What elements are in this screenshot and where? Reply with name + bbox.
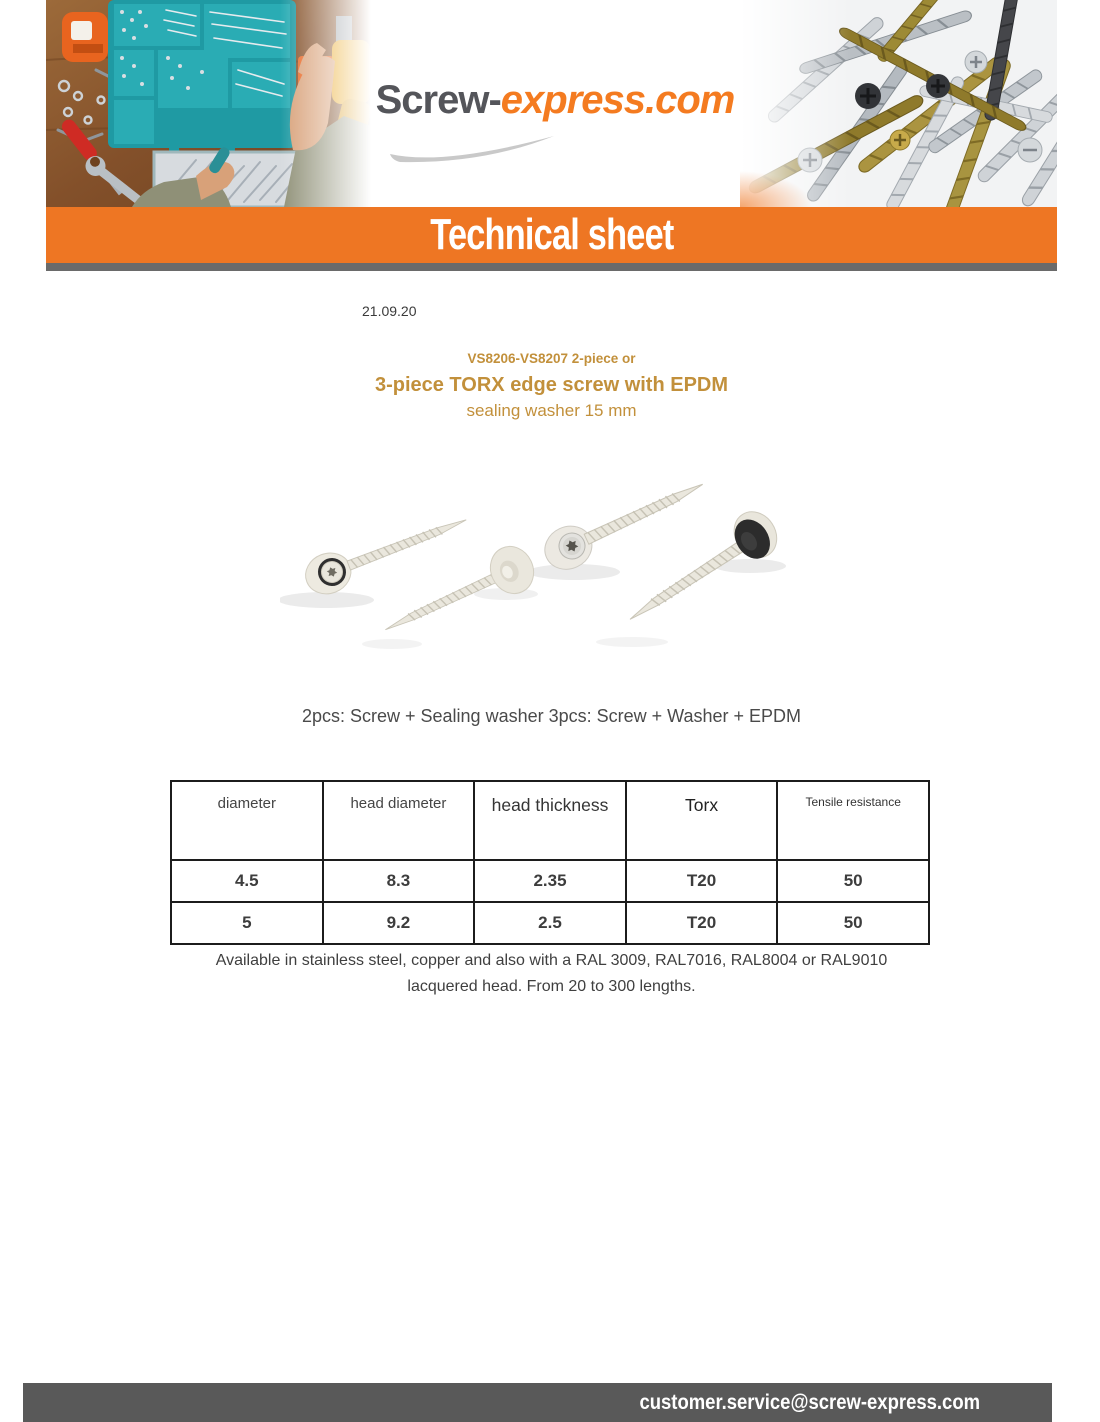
divider-bar [46,263,1057,271]
header-tensile-resistance: Tensile resistance [777,781,929,860]
header-diameter: diameter [171,781,323,860]
date: 21.09.20 [362,303,417,319]
availability-line2: lacquered head. From 20 to 300 lengths. [407,978,696,995]
pieces-caption: 2pcs: Screw + Sealing washer 3pcs: Screw + Washer + EPDM [301,706,802,726]
availability-text [46,948,1057,1000]
logo-text [376,78,735,122]
logo [345,80,765,120]
header-head-thickness: head thickness [474,781,626,860]
footer-bar [23,1383,1052,1422]
screw-2pc-front [300,502,474,601]
logo-part2: express.com [500,78,735,122]
availability-line1: Available in stainless steel, copper and also with a RAL 3009, RAL7016, RAL8004 or RAL9010 [215,952,888,969]
table-row [171,860,929,902]
cell-head-diameter: 8.3 [323,860,475,902]
screw-pile-photo [740,0,1057,207]
spec-table [170,780,930,945]
product-image [280,462,830,677]
cell-head-diameter: 9.2 [323,902,475,944]
product-title-line2: sealing washer 15 mm [466,401,637,420]
product-code-line: VS8206-VS8207 2-piece or [467,351,636,366]
cell-tensile: 50 [777,860,929,902]
screws-illustration [280,462,830,677]
header-torx: Torx [626,781,778,860]
header-head-diameter: head diameter [323,781,475,860]
banner [46,207,1057,263]
cell-diameter: 4.5 [171,860,323,902]
banner-title: Technical sheet [429,210,674,259]
product-title-line1: 3-piece TORX edge screw with EPDM [374,374,729,396]
cell-head-thickness: 2.35 [474,860,626,902]
cell-torx: T20 [626,860,778,902]
table-header-row [171,781,929,860]
cell-diameter: 5 [171,902,323,944]
cell-head-thickness: 2.5 [474,902,626,944]
screw-pile-photo-art [740,0,1057,207]
logo-swoosh [388,132,558,164]
cell-tensile: 50 [777,902,929,944]
workbench-photo [46,0,371,207]
footer-email: customer.service@screw-express.com [639,1390,980,1414]
logo-part1: Screw- [375,78,501,122]
workbench-photo-art [46,0,371,207]
cell-torx: T20 [626,902,778,944]
screw-3pc-front [538,466,712,577]
table-row [171,902,929,944]
